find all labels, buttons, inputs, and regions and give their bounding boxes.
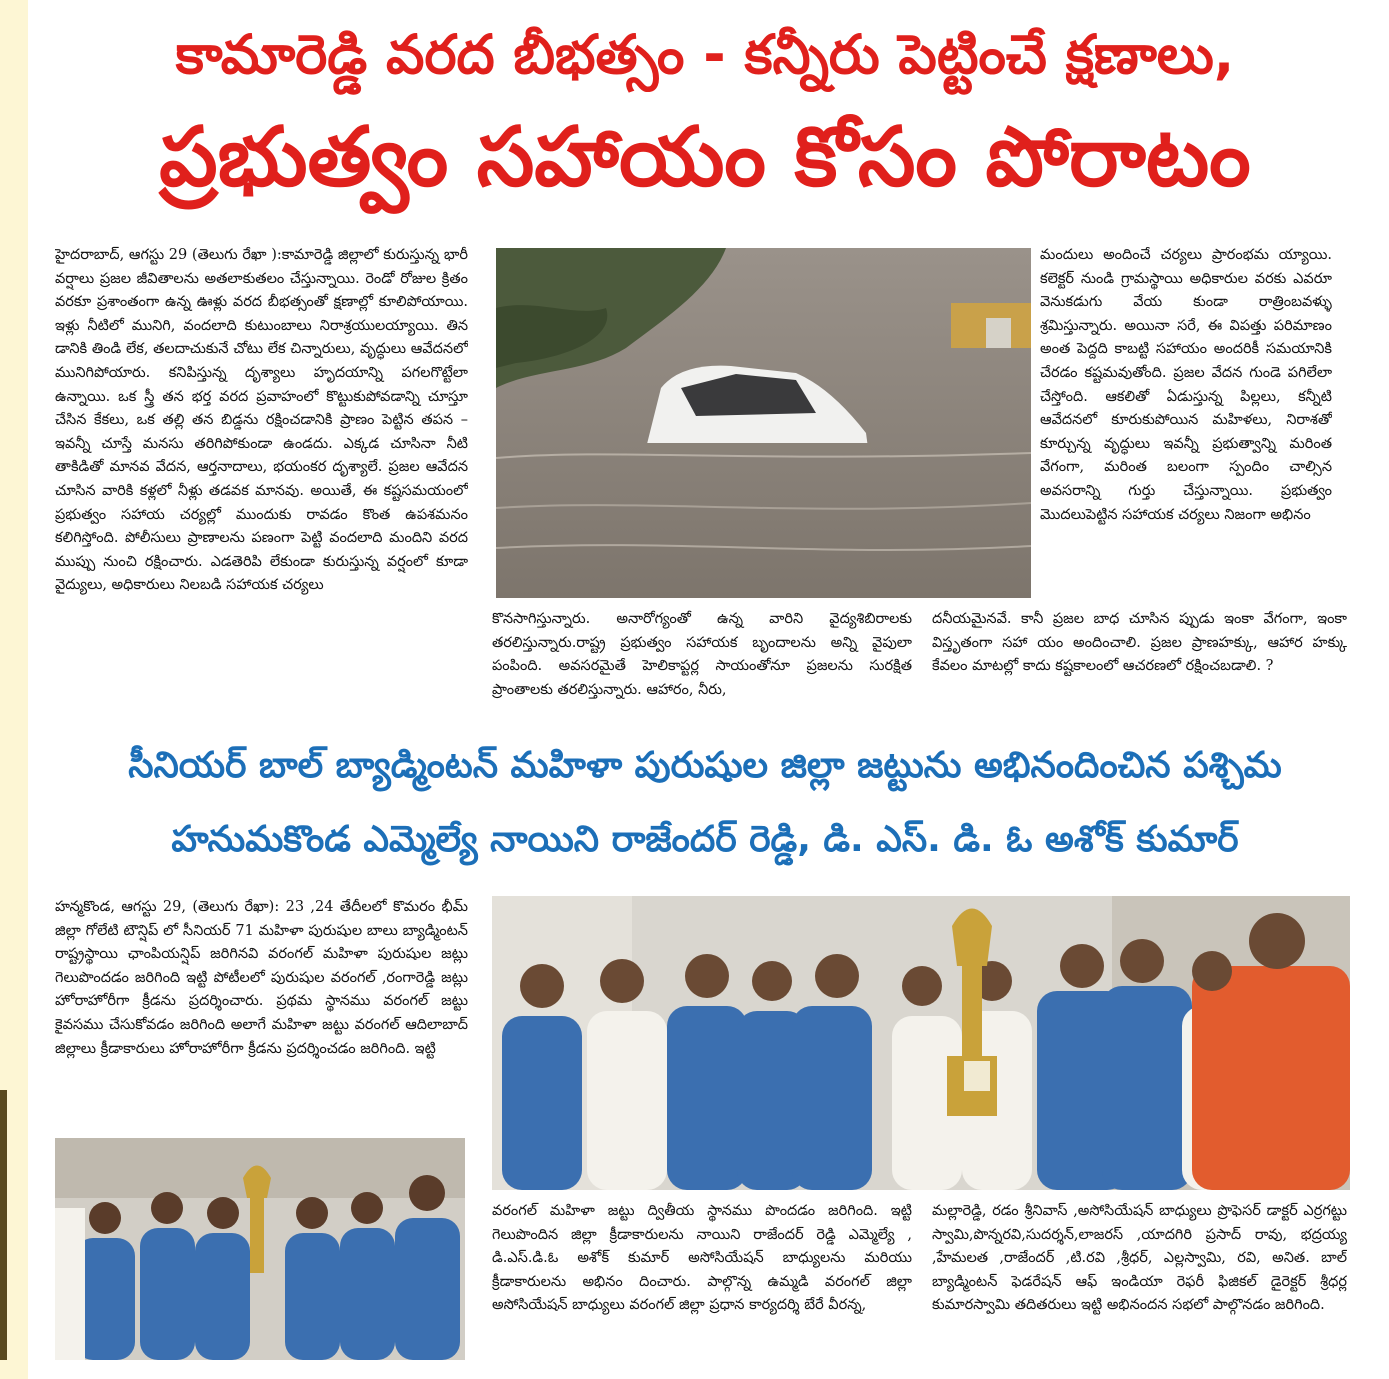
story1-column-3: మందులు అందించే చర్యలు ప్రారంభమ య్యాయి. కలెక్టర్ నుండి గ్రామస్థాయి అధికారుల వరకు ఎవరూ వెనుకడుగు వేయ కుండా రాత్రింబవళ్ళు శ్రమిస్తున్నారు. అయినా సరే, ఈ విపత్తు పరిమాణం అంత పెద్దది కాబట్టి సహాయం అందరికీ సమయానికి చేరడం కష్టమవుతోంది. ప్రజల వేదన గుండె పగిలేలా చేస్తోంది. ఆకలితో ఏడుస్తున్న పిల్లలు, కన్నీటి ఆవేదనలో కూరుకుపోయిన మహిళలు, నిరాశతో కూర్చున్న వృద్ధులు ఇవన్నీ ప్రభుత్వాన్ని మరింత వేగంగా, మరింత బలంగా స్పందిం చాల్సిన అవసరాన్ని గుర్తు చేస్తున్నాయి. ప్రభుత్వం మొదలుపెట్టిన సహాయక చర్యలు నిజంగా అభినం — [1040, 247, 1332, 523]
flood-car-photo — [496, 248, 1031, 598]
story2-column-2: వరంగల్ మహిళా జట్టు ద్వితీయ స్థానము పొందడం జరిగింది. ఇట్టి గెలుపొందిన జిల్లా క్రీడాకారులను నాయిని రాజేందర్ రెడ్డి ఎమ్మెల్యే , డి.ఎస్.డి.ఓ అశోక్ కుమార్ అసోసియేషన్ బాధ్యులను మరియు క్రీడాకారులను అభినం దించారు. పాల్గొన్న ఉమ్మడి వరంగల్ జిల్లా అసోసియేషన్ బాధ్యులు వరంగల్ జిల్లా ప్రధాన కార్యదర్శి బేరే వీరన్న, — [492, 1203, 912, 1314]
story1-column-2: కొనసాగిస్తున్నారు. అనారోగ్యంతో ఉన్న వారిని వైద్యశిబిరాలకు తరలిస్తున్నారు.రాష్ట్ర ప్రభుత్వం సహాయక బృందాలను అన్ని వైపులా పంపింది. అవసరమైతే హెలికాప్టర్ల సాయంతోనూ ప్రజలను సురక్షిత ప్రాంతాలకు తరలిస్తున్నారు. ఆహారం, నీరు, — [492, 611, 912, 698]
page-margin-strip — [0, 0, 28, 1379]
team-trophy-photo — [492, 896, 1350, 1190]
subheadline-line-1: సీనియర్ బాల్ బ్యాడ్మింటన్ మహిళా పురుషుల జిల్లా జట్టును అభినందించిన పశ్చిమ — [128, 745, 1282, 786]
story1-column-4: దనీయమైనవే. కానీ ప్రజల బాధ చూసిన ప్పుడు ఇంకా వేగంగా, ఇంకా విస్తృతంగా సహా యం అందించాలి. ప్రజల ప్రాణహక్కు, ఆహార హక్కు కేవలం మాటల్లో కాదు కష్టకాలంలో ఆచరణలో రక్షించబడాలి. ? — [932, 611, 1347, 675]
page-edge — [0, 1090, 7, 1360]
subheadline-line-2: హనుమకొండ ఎమ్మెల్యే నాయిని రాజేందర్ రెడ్డి, డి. ఎస్. డి. ఓ అశోక్ కుమార్ — [171, 819, 1239, 860]
story2-column-3: మల్లారెడ్డి, రడం శ్రీనివాస్ ,అసోసియేషన్ బాధ్యులు ప్రొఫెసర్ డాక్టర్ ఎర్రగట్టు స్వామి,పొన్నరవి,సుదర్శన్,లాజరస్ ,యాదగిరి ప్రసాద్ రావు, భద్రయ్య ,హేమలత ,రాజేందర్ ,టి.రవి ,శ్రీధర్, ఎల్లస్వామి, రవి, అనిత. బాల్ బ్యాడ్మింటన్ ఫెడరేషన్ ఆఫ్ ఇండియా రెఫరీ ఫిజికల్ డైరెక్టర్ శ్రీధర్ల కుమారస్వామి తదితరులు ఇట్టి అభినందన సభలో పాల్గొనడం జరిగింది. — [932, 1203, 1347, 1314]
headline-line-2: ప్రభుత్వం సహాయం కోసం పోరాటం — [159, 110, 1251, 205]
story1-column-1: హైదరాబాద్, ఆగస్టు 29 (తెలుగు రేఖా ):కామారెడ్డి జిల్లాలో కురుస్తున్న భారీ వర్షాలు ప్రజల జీవితాలను అతలాకుతలం చేస్తున్నాయి. రెండో రోజుల క్రితం వరకూ ప్రశాంతంగా ఉన్న ఊళ్లు వరద బీభత్సంతో క్షణాల్లో కూలిపోయాయి. ఇళ్లు నీటిలో మునిగి, వందలాది కుటుంబాలు నిరాశ్రయులయ్యాయి. తిన డానికి తిండి లేక, తలదాచుకునే చోటు లేక చిన్నారులు, వృద్ధులు ఆవేదనలో మునిగిపోయారు. కనిపిస్తున్న దృశ్యాలు హృదయాన్ని పగలగొట్టేలా ఉన్నాయి. ఒక స్త్రీ తన భర్త వరద ప్రవాహంలో కొట్టుకుపోవడాన్ని చూస్తూ చేసిన కేకలు, ఒక తల్లి తన బిడ్డను రక్షించడానికి ప్రాణం పెట్టిన తపన – ఇవన్నీ చూస్తే మనసు తరిగిపోకుండా ఉండదు. ఎక్కడ చూసినా నీటి తాకిడితో మానవ వేదన, ఆర్తనాదాలు, భయంకర దృశ్యాలే. ప్రజల ఆవేదన చూసిన వారికి కళ్లలో నీళ్లు తడవక మానవు. అయితే, ఈ కష్టసమయంలో ప్రభుత్వం సహాయ చర్యల్లో ముందుకు రావడం కొంత ఉపశమనం కలిగిస్తోంది. పోలీసులు ప్రాణాలను పణంగా పెట్టి వందలాది మందిని వరద ముప్పు నుంచి రక్షించారు. ఎడతెరిపి లేకుండా కురుస్తున్న వర్షంలో కూడా వైద్యులు, అధికారులు నిలబడి సహాయక చర్యలు — [55, 247, 468, 594]
headline-line-1: కామారెడ్డి వరద బీభత్సం - కన్నీరు పెట్టించే క్షణాలు, — [175, 23, 1235, 86]
womens-team-photo — [55, 1138, 465, 1360]
story2-column-1: హన్మకొండ, ఆగస్టు 29, (తెలుగు రేఖా): 23 ,24 తేదీలలో కొమరం భీమ్ జిల్లా గోలేటి టౌన్షిప్ లో సీనియర్ 71 మహిళా పురుషుల బాలు బ్యాడ్మింటన్ రాష్ట్రస్థాయి ఛాంపియన్షిప్ జరిగినవి వరంగల్ మహిళా పురుషుల జట్లు గెలుపొందడం జరిగింది ఇట్టి పోటీలలో పురుషుల వరంగల్ ,రంగారెడ్డి జట్లు హోరాహోరీగా క్రీడను ప్రదర్శించారు. ప్రథమ స్థానము వరంగల్ జట్టు కైవసము చేసుకోవడం జరిగింది అలాగే మహిళా జట్టు వరంగల్ ఆదిలాబాద్ జిల్లాలు క్రీడాకారులు హోరాహోరీగా క్రీడను ప్రదర్శించడం జరిగింది. ఇట్టి — [55, 899, 468, 1057]
